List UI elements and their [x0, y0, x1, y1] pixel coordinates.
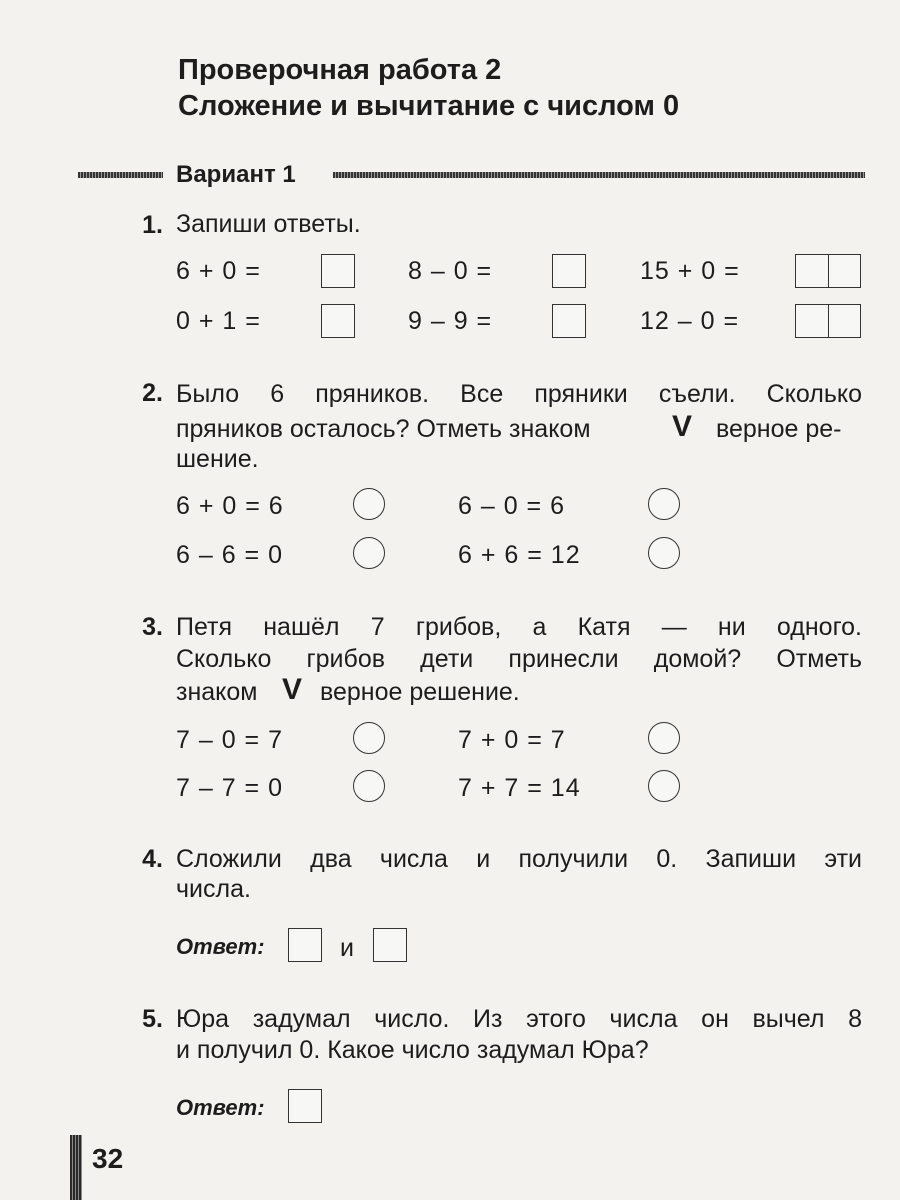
task-text: Запиши ответы. [176, 210, 361, 238]
answer-box[interactable] [552, 304, 586, 338]
answer-box[interactable] [321, 304, 355, 338]
task-text: Сколько грибов дети принесли домой? Отметь [176, 645, 862, 673]
answer-circle[interactable] [353, 722, 385, 754]
answer-box[interactable] [321, 254, 355, 288]
page-number: 32 [92, 1143, 124, 1174]
answer-box[interactable] [288, 928, 322, 962]
variant-divider-right [333, 172, 865, 178]
worksheet-title: Проверочная работа 2 [178, 54, 502, 86]
solution-option: 7 – 7 = 0 [176, 774, 283, 802]
solution-option: 6 + 6 = 12 [458, 541, 581, 569]
connector-word: и [340, 934, 354, 962]
task-text: Было 6 пряников. Все пряники съели. Сколько [176, 380, 862, 408]
task-text: знаком [176, 678, 258, 706]
variant-heading: Вариант 1 [176, 161, 296, 188]
task-text: Петя нашёл 7 грибов, а Катя — ни одного. [176, 613, 862, 641]
equation: 15 + 0 = [640, 257, 740, 285]
equation: 9 – 9 = [408, 307, 493, 335]
task-number: 2. [142, 379, 163, 407]
answer-label: Ответ: [176, 1095, 265, 1120]
worksheet-subtitle: Сложение и вычитание с числом 0 [178, 90, 680, 122]
task-text: шение. [176, 445, 259, 473]
answer-circle[interactable] [648, 488, 680, 520]
page-edge-bar [70, 1135, 82, 1200]
equation: 6 + 0 = [176, 257, 261, 285]
task-text: пряников осталось? Отметь знаком [176, 415, 591, 443]
checkmark-icon: V [672, 410, 693, 443]
task-text: верное решение. [320, 678, 520, 706]
two-digit-answer-box[interactable] [795, 304, 861, 338]
solution-option: 7 + 0 = 7 [458, 726, 566, 754]
equation: 12 – 0 = [640, 307, 740, 335]
solution-option: 7 – 0 = 7 [176, 726, 283, 754]
checkmark-icon: V [282, 673, 303, 706]
solution-option: 7 + 7 = 14 [458, 774, 581, 802]
task-text: верное ре- [716, 415, 842, 443]
task-text: числа. [176, 875, 251, 903]
solution-option: 6 + 0 = 6 [176, 492, 284, 520]
answer-circle[interactable] [353, 537, 385, 569]
answer-circle[interactable] [353, 770, 385, 802]
answer-circle[interactable] [353, 488, 385, 520]
task-text: Сложили два числа и получили 0. Запиши эти [176, 845, 862, 873]
task-number: 4. [142, 845, 163, 873]
answer-label: Ответ: [176, 934, 265, 959]
task-text: и получил 0. Какое число задумал Юра? [176, 1036, 649, 1064]
answer-circle[interactable] [648, 722, 680, 754]
task-number: 1. [142, 211, 163, 239]
two-digit-answer-box[interactable] [795, 254, 861, 288]
task-text: Юра задумал число. Из этого числа он вычел 8 [176, 1005, 862, 1033]
answer-circle[interactable] [648, 537, 680, 569]
solution-option: 6 – 0 = 6 [458, 492, 565, 520]
equation: 0 + 1 = [176, 307, 261, 335]
answer-box[interactable] [373, 928, 407, 962]
answer-circle[interactable] [648, 770, 680, 802]
answer-box[interactable] [552, 254, 586, 288]
solution-option: 6 – 6 = 0 [176, 541, 283, 569]
task-number: 3. [142, 613, 163, 641]
task-number: 5. [142, 1005, 163, 1033]
answer-box[interactable] [288, 1089, 322, 1123]
equation: 8 – 0 = [408, 257, 493, 285]
variant-divider-left [78, 172, 163, 178]
